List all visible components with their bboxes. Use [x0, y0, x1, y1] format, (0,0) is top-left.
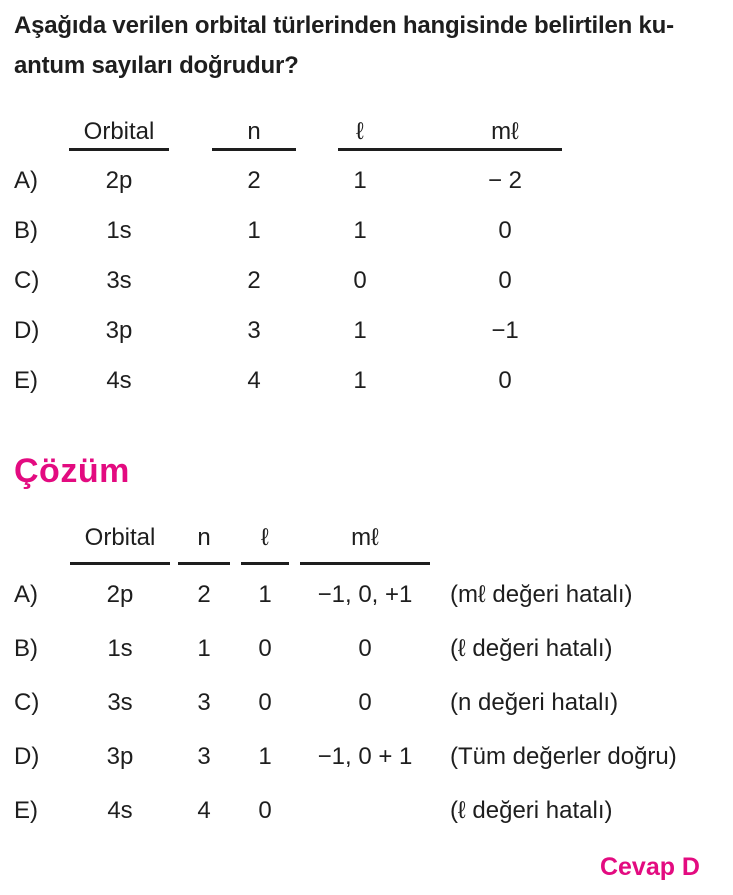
cell-n: 2 [247, 167, 261, 194]
options-col-header-orbital: Orbital [83, 118, 155, 145]
cell-l: 0 [258, 635, 272, 662]
row-label: E) [14, 367, 38, 394]
question-line-1: Aşağıda verilen orbital türlerinden hangisinde belirtilen ku- [14, 12, 674, 39]
cell-l: 1 [353, 367, 367, 394]
question-text [14, 6, 729, 86]
options-header-spacer [14, 108, 54, 144]
cell-ml: 0 [358, 635, 372, 662]
cell-l: 1 [258, 743, 272, 770]
cell-l: 1 [353, 167, 367, 194]
cell-note: (n değeri hatalı) [450, 689, 619, 716]
solution-header-note-spacer [422, 514, 722, 550]
options-table [14, 108, 614, 406]
cell-orbital: 1s [106, 217, 132, 244]
cell-n: 4 [197, 797, 211, 824]
options-col-header-l: ℓ [356, 118, 364, 145]
l-header-rule [222, 550, 308, 568]
cell-ml: 0 [358, 689, 372, 716]
cell-orbital: 2p [105, 167, 133, 194]
solution-col-header-l: ℓ [261, 524, 269, 551]
cell-ml [308, 784, 422, 838]
options-col-header-n: n [247, 118, 261, 145]
cell-l: 1 [258, 581, 272, 608]
cell-n: 2 [197, 581, 211, 608]
cell-l: 1 [353, 317, 367, 344]
n-header-rule [184, 144, 324, 156]
cell-ml: 0 [498, 267, 512, 294]
cell-note: (mℓ değeri hatalı) [450, 581, 633, 608]
cell-orbital: 1s [107, 635, 133, 662]
cell-ml: −1 [491, 317, 519, 344]
cell-orbital: 2p [106, 581, 134, 608]
row-label: A) [14, 581, 38, 608]
rule-spacer [14, 550, 54, 568]
orbital-header-rule [54, 550, 186, 568]
cell-l: 0 [353, 267, 367, 294]
cell-n: 1 [247, 217, 261, 244]
cell-ml: −1, 0, +1 [317, 581, 413, 608]
cell-orbital: 4s [107, 797, 133, 824]
cell-note: (ℓ değeri hatalı) [450, 797, 613, 824]
cell-orbital: 4s [106, 367, 132, 394]
rule-spacer [422, 550, 722, 568]
row-label: B) [14, 217, 38, 244]
cell-note: (ℓ değeri hatalı) [450, 635, 613, 662]
row-label: B) [14, 635, 38, 662]
solution-header-spacer [14, 514, 54, 550]
solution-col-header-orbital: Orbital [84, 524, 156, 551]
row-label: C) [14, 689, 40, 716]
solution-table [14, 514, 722, 838]
orbital-header-rule [54, 144, 184, 156]
answer-label: Cevap D [599, 853, 700, 881]
options-col-header-ml: mℓ [491, 118, 519, 145]
cell-n: 3 [197, 743, 211, 770]
question-line-2: antum sayıları doğrudur? [14, 52, 299, 79]
solution-heading: Çözüm [14, 452, 130, 490]
cell-orbital: 3s [107, 689, 133, 716]
row-label: A) [14, 167, 38, 194]
cell-orbital: 3p [105, 317, 133, 344]
n-header-rule [186, 550, 222, 568]
row-label: D) [14, 743, 40, 770]
row-label: E) [14, 797, 38, 824]
l-ml-header-rule [324, 144, 614, 156]
cell-ml: 0 [498, 217, 512, 244]
cell-ml: −1, 0 + 1 [317, 743, 413, 770]
cell-n: 3 [197, 689, 211, 716]
cell-l: 0 [258, 689, 272, 716]
cell-l: 1 [353, 217, 367, 244]
row-label: C) [14, 267, 40, 294]
cell-n: 3 [247, 317, 261, 344]
cell-n: 1 [197, 635, 211, 662]
cell-ml: − 2 [487, 167, 523, 194]
cell-n: 4 [247, 367, 261, 394]
row-label: D) [14, 317, 40, 344]
ml-header-rule [308, 550, 422, 568]
cell-l: 0 [258, 797, 272, 824]
cell-note: (Tüm değerler doğru) [450, 743, 677, 770]
solution-col-header-n: n [197, 524, 211, 551]
cell-ml: 0 [498, 367, 512, 394]
cell-orbital: 3p [106, 743, 134, 770]
cell-n: 2 [247, 267, 261, 294]
solution-col-header-ml: mℓ [351, 524, 379, 551]
rule-spacer [14, 144, 54, 156]
cell-orbital: 3s [106, 267, 132, 294]
